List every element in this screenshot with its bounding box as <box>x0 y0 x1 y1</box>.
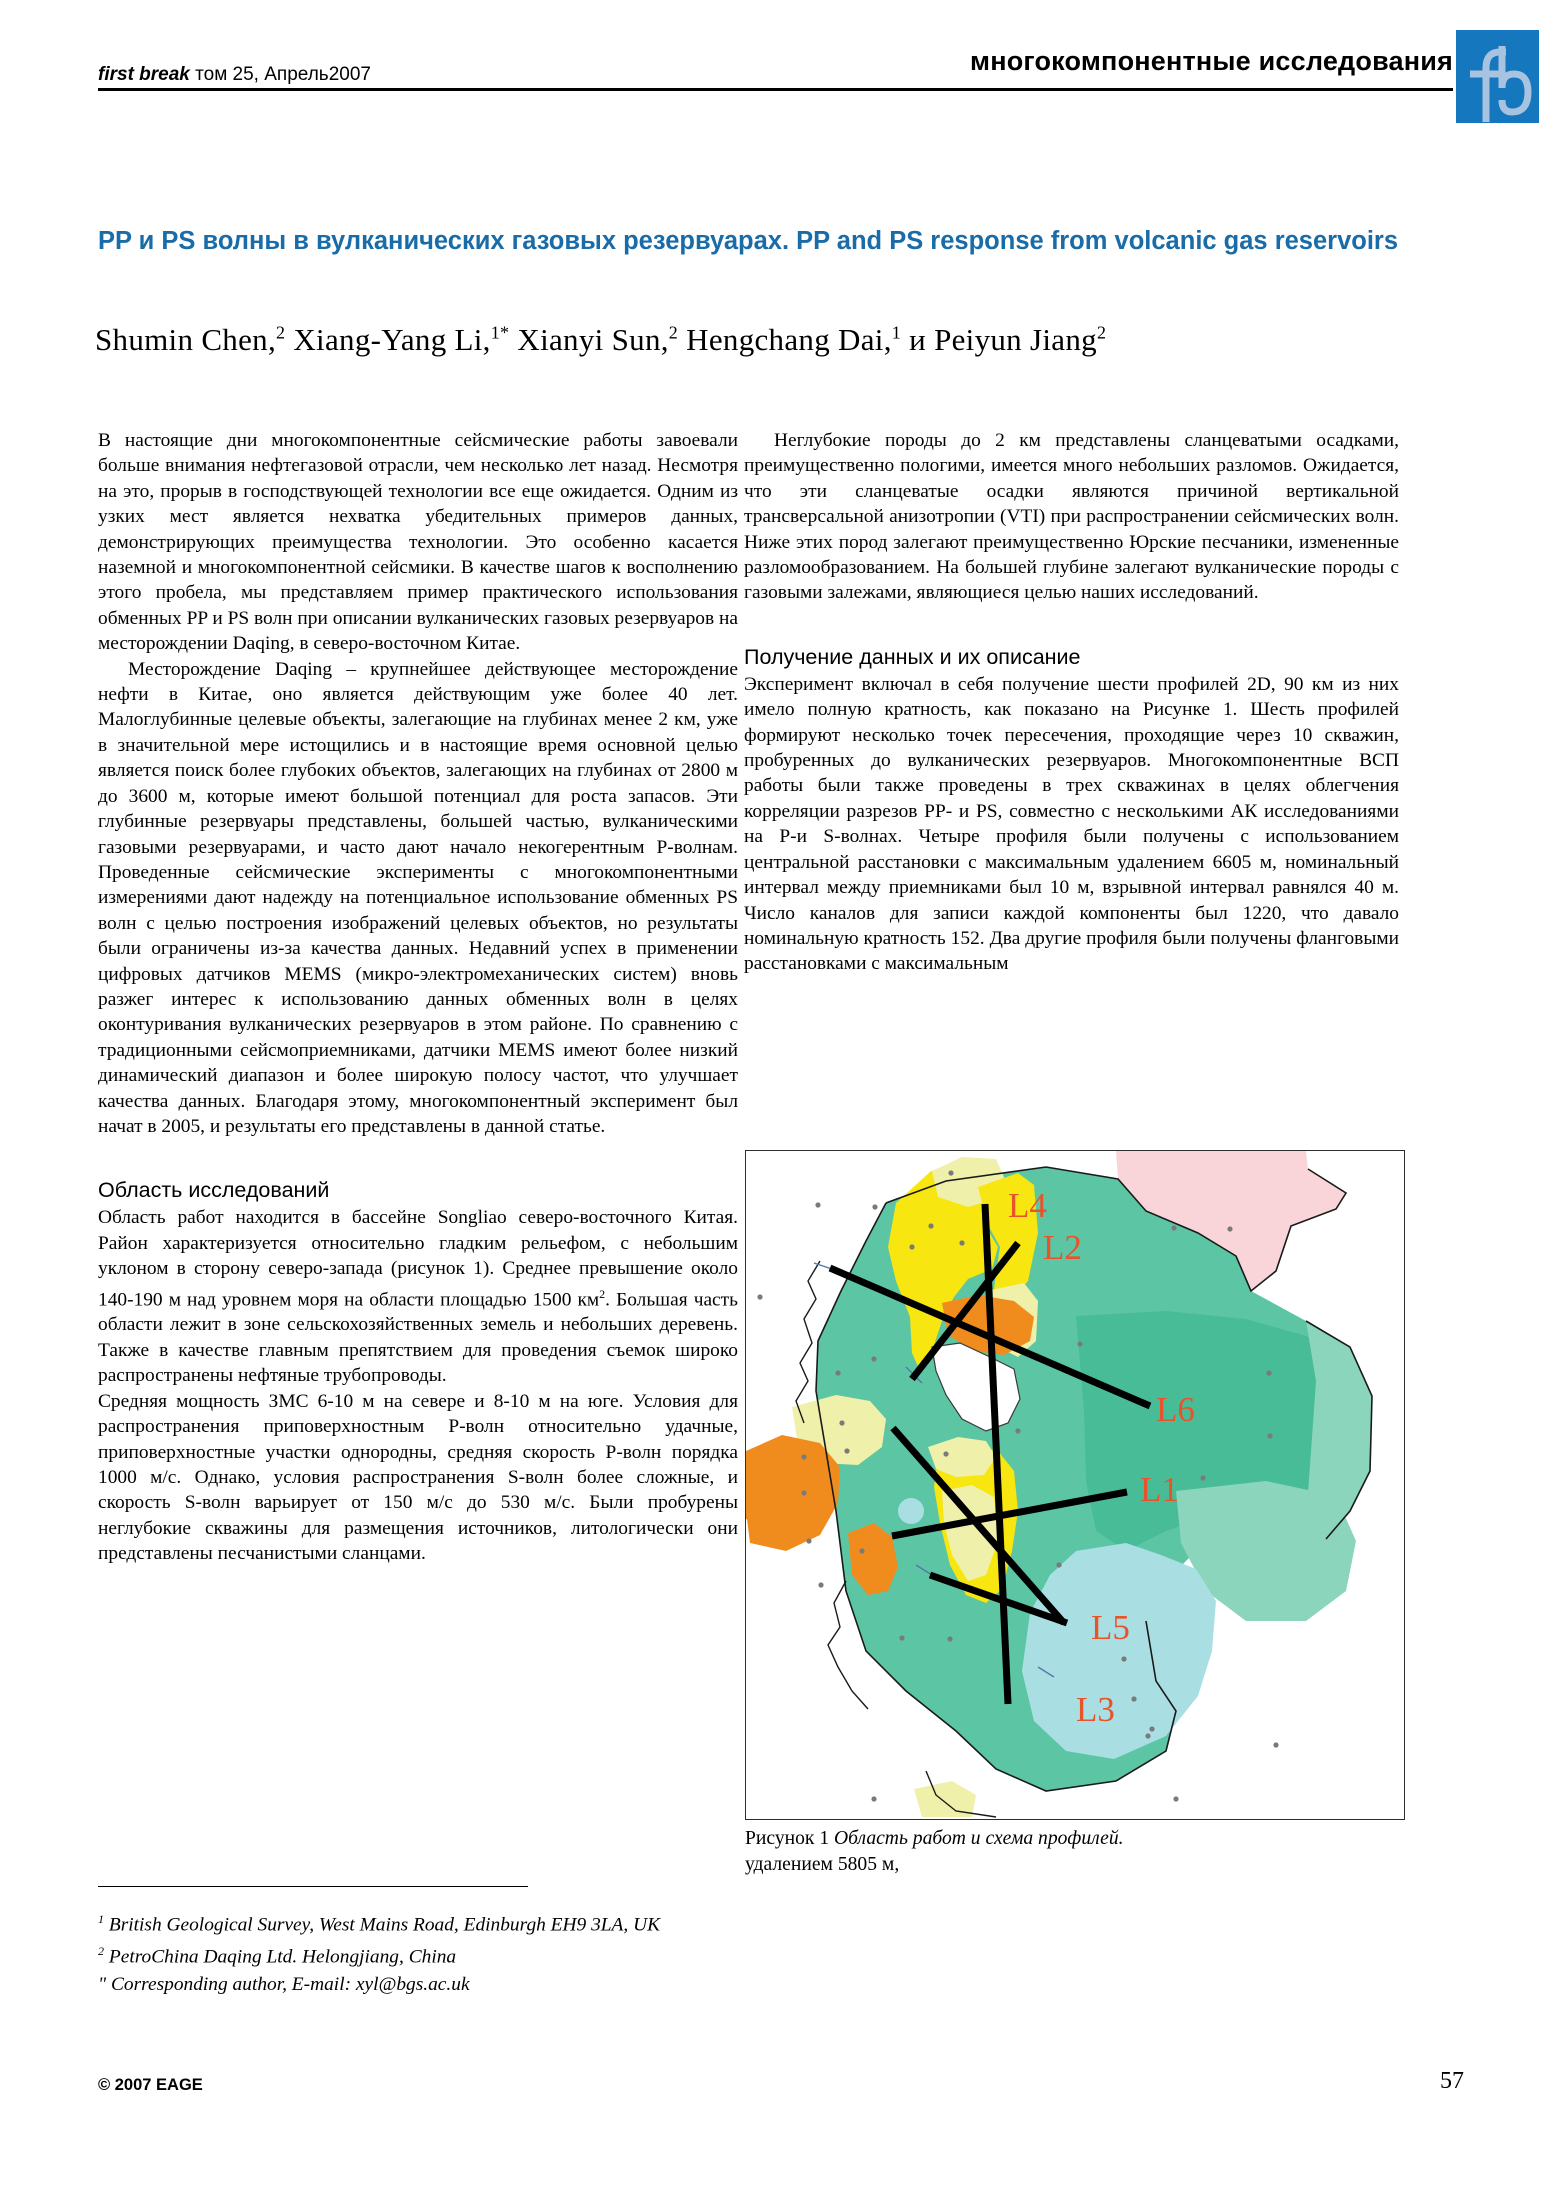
map-label-L5: L5 <box>1091 1608 1130 1647</box>
region-blue-dot <box>898 1498 924 1524</box>
page-title <box>98 224 1408 258</box>
figure-caption <box>745 1826 1425 1878</box>
paragraph-shallow-rocks: Неглубокие породы до 2 км представлены сланцеватыми осадками, преимущественно пологими, имеется много небольших разломов. Ожидается, что эти сланцеватые осадки являются причиной вертикальной трансверсальной анизотропии (VTI) при распространении сейсмических волн. Ниже этих пород залегают преимущественно Юрские песчаники, измененные разломообразованием. На большей глубине залегают вулканические породы с газовыми залежами, являющиеся целью наших исследований. <box>744 430 1399 604</box>
map-label-L6: L6 <box>1156 1390 1195 1429</box>
footnote-item-1 <box>98 1906 858 1938</box>
body-column-left <box>98 428 738 1567</box>
author-5: и Peiyun Jiang <box>901 322 1097 357</box>
paragraph-study-area <box>98 1205 738 1388</box>
footnote-2-sup: 2 <box>98 1944 105 1959</box>
journal-name: first break <box>98 64 190 85</box>
section-gap-right <box>744 606 1399 642</box>
footnote-1-text: British Geological Survey, West Mains Road, Edinburgh EH9 3LA, UK <box>104 1914 661 1936</box>
title-line-2: volcanic gas reservoirs <box>1114 227 1399 255</box>
author-3-sup: 2 <box>668 322 679 343</box>
heading-data-acquisition: Получение данных и их описание <box>744 644 1081 669</box>
journal-info <box>98 64 371 86</box>
footnote-1-sup: 1 <box>98 1912 105 1926</box>
journal-issue: том 25, Апрель2007 <box>189 64 371 85</box>
header-divider <box>98 88 1453 91</box>
paragraph-velocities: Средняя мощность ЗМС 6-10 м на севере и 8-10 м на юге. Условия для распространения приповерхностным Р-волн относительно удачные, приповерхностные участки однородны, средняя скорость Р-волн порядка 1000 м/с. Однако, условия распространения S-волн более сложные, и скорость S-волн варьирует от 150 м/с до 530 м/с. Были пробурены неглубокие скважины для размещения источников, литологически они представлены песчанистыми сланцами. <box>98 1390 738 1565</box>
author-4: Hengchang Dai, <box>678 322 892 357</box>
map-label-L4: L4 <box>1008 1186 1047 1225</box>
footnote-3-text: " Corresponding author, E-mail: xyl@bgs.ac.uk <box>98 1973 470 1995</box>
paragraph-daqing: Месторождение Daqing – крупнейшее действующее месторождение нефти в Китае, оно является действующим уже более 40 лет. Малоглубинные целевые объекты, залегающие на глубинах менее 2 км, уже в значительной мере истощились и в настоящие время основной целью является поиск более глубоких объектов, залегающих на глубинах от 2800 м до 3600 м, которые имеют большой потенциал для роста запасов. Эти глубинные резервуары представлены, большей частью, вулканическими газовыми резервуарами, и часто дают начало некогерентным Р-волнам. Проведенные сейсмические эксперименты с многокомпонентными измерениями дают надежду на потенциальное использование обменных PS волн с целью построения изображений целевых объектов, но результаты были ограничены из-за качества данных. Недавний успех в применении цифровых датчиков MEMS (микро-электромеханических систем) вновь разжег интерес к использованию данных обменных волн в целях оконтуривания вулканических резервуаров в этом районе. По сравнению с традиционными сейсмоприемниками, датчики MEMS имеют более низкий динамический диапазон и более широкую полосу частот, что улучшает качества данных. Благодаря этому, многокомпонентный эксперимент был начат в 2005, и результаты его представлены в данной статье. <box>98 658 738 1137</box>
section-title: многокомпонентные исследования <box>970 46 1453 76</box>
author-4-sup: 1 <box>891 322 902 343</box>
paragraph-acquisition: Эксперимент включал в себя получение шести профилей 2D, 90 км из них имело полную кратность, как показано на Рисунке 1. Шесть профилей формируют несколько точек пересечения, проходящие через 10 скважин, пробуренных до вулканических резервуаров. Многокомпонентные ВСП работы были также проведены в трех скважинах в целях облегчения корреляции разрезов PP- и PS, совместно с несколькими АК исследованиями на Р-и S-волнах. Четыре профиля были получены с использованием центральной расстановки с максимальным удалением 6605 м, номинальный интервал между приемниками был 10 м, взрывной интервал равнялся 40 м. Число каналов для записи каждой компоненты был 1220, что давало номинальную кратность 152. Два другие профиля были получены фланговыми расстановками с максимальным <box>744 673 1399 975</box>
author-2-sup: 1* <box>490 322 510 343</box>
footnotes-block <box>98 1906 858 1998</box>
footnote-divider <box>98 1886 528 1887</box>
footnote-item-2 <box>98 1938 858 1970</box>
footnote-2-text: PetroChina Daqing Ltd. Helongjiang, China <box>104 1946 457 1968</box>
map-label-L1: L1 <box>1140 1470 1179 1509</box>
paragraph-intro: В настоящие дни многокомпонентные сейсмические работы завоевали больше внимания нефтегазовой отрасли, чем несколько лет назад. Несмотря на это, прорыв в господствующей технологии все еще ожидается. Одним из узких мест является нехватка убедительных примеров данных, демонстрирующих преимущества технологии. Это особенно касается наземной и многокомпонентной сейсмики. В качестве шагов к восполнению этого пробела, мы представляем пример практического использования обменных PP и PS волн при описании вулканических газовых резервуаров на месторождении Daqing, в северо-восточном Китае. <box>98 430 738 655</box>
body-column-right <box>744 428 1399 977</box>
copyright-notice: © 2007 EAGE <box>98 2076 203 2094</box>
author-3: Xianyi Sun, <box>509 322 669 357</box>
page-header <box>98 46 1453 116</box>
figure-1-map <box>745 1150 1405 1820</box>
author-1: Shumin Chen, <box>95 322 277 357</box>
fb-logo-icon <box>1456 30 1539 123</box>
author-5-sup: 2 <box>1096 322 1107 343</box>
paragraph-study-area-sup: 2 <box>599 1286 606 1301</box>
map-label-L2: L2 <box>1043 1228 1082 1267</box>
author-2: Xiang-Yang Li, <box>285 322 491 357</box>
title-line-1: PP и PS волны в вулканических газовых резервуарах. PP and PS response from <box>98 227 1108 255</box>
paragraph-study-area-a: Область работ находится в бассейне Songliao северо-восточного Китая. Район характеризуется относительно гладким рельефом, с небольшим уклоном в сторону северо-запада (рисунок 1). Среднее превышение около 140-190 м над уровнем моря на области площадью 1500 км <box>98 1207 738 1311</box>
figure-caption-text: Область работ и схема профилей. <box>834 1828 1124 1849</box>
section-gap <box>98 1139 738 1175</box>
heading-study-area: Область исследований <box>98 1178 330 1203</box>
survey-area-map <box>746 1151 1404 1819</box>
footnote-item-3 <box>98 1971 858 1998</box>
paragraph-study-area-b: . Большая часть области лежит в зоне сельскохозяйственных земель и небольших деревень. Также в качестве главным препятствием для проведения съемок широко распространены нефтяные трубопроводы. <box>98 1289 738 1387</box>
author-1-sup: 2 <box>276 322 286 343</box>
page-number: 57 <box>1440 2068 1464 2094</box>
map-label-L3: L3 <box>1076 1690 1115 1729</box>
figure-caption-label: Рисунок 1 <box>745 1828 835 1849</box>
author-list <box>95 322 1425 358</box>
figure-caption-continuation: удалением 5805 м, <box>745 1854 900 1875</box>
fb-logo <box>1456 30 1539 123</box>
